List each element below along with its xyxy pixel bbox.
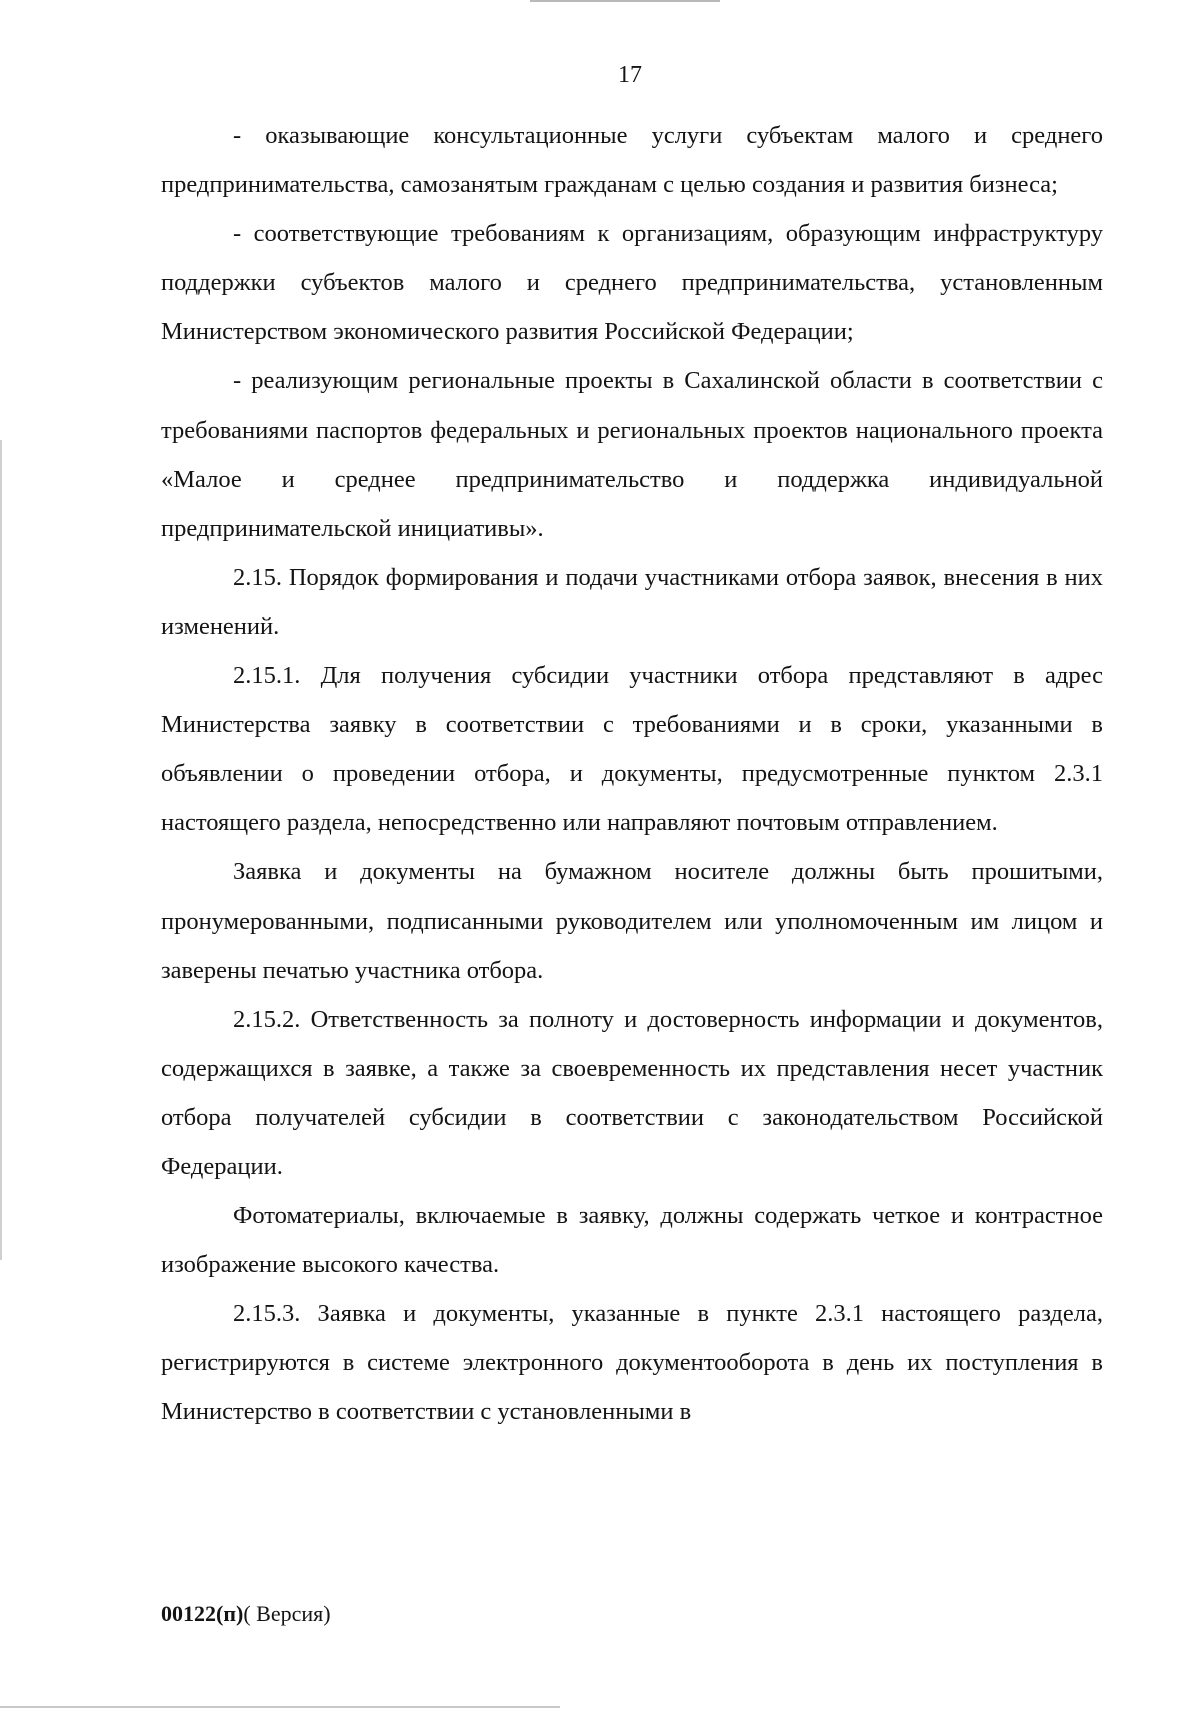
page-number: 17 [618, 62, 642, 88]
paragraph-section-2-15-2: 2.15.2. Ответственность за полноту и достоверность информации и документов, содержащихся в заявке, а также за своевременность их представления несет участник отбора получателей субсидии в соответствии с законодательством Российской Федерации. [161, 1005, 1103, 1180]
document-footer [161, 1600, 331, 1628]
paragraph-paper-documents: Заявка и документы на бумажном носителе должны быть прошитыми, пронумерованными, подписанными руководителем или уполномоченным им лицом и заверены печатью участника отбора. [161, 858, 1103, 984]
paragraph-regional-projects: - реализующим региональные проекты в Сахалинской области в соответствии с требованиями паспортов федеральных и региональных проектов национального проекта «Малое и среднее предпринимательство и поддержка индивидуальной предпринимательской инициативы». [161, 367, 1103, 542]
scan-edge-left [0, 440, 2, 1260]
scan-edge-bottom [0, 1706, 560, 1708]
paragraph-section-2-15-1: 2.15.1. Для получения субсидии участники отбора представляют в адрес Министерства заявку в соответствии с требованиями и в сроки, указанными в объявлении о проведении отбора, и документы, предусмотренные пунктом 2.3.1 настоящего раздела, непосредственно или направляют почтовым отправлением. [161, 662, 1103, 837]
paragraph-section-2-15-3: 2.15.3. Заявка и документы, указанные в пункте 2.3.1 настоящего раздела, регистрируются в системе электронного документооборота в день их поступления в Министерство в соответствии с установленными в [161, 1300, 1103, 1426]
paragraph-infrastructure-requirements: - соответствующие требованиям к организациям, образующим инфраструктуру поддержки субъектов малого и среднего предпринимательства, установленным Министерством экономического развития Российской Федерации; [161, 220, 1103, 346]
paragraph-consulting-services: - оказывающие консультационные услуги субъектам малого и среднего предпринимательства, самозанятым гражданам с целью создания и развития бизнеса; [161, 122, 1103, 199]
document-version: ( Версия) [243, 1601, 331, 1626]
paragraph-photo-materials: Фотоматериалы, включаемые в заявку, должны содержать четкое и контрастное изображение высокого качества. [161, 1202, 1103, 1279]
document-body [161, 111, 1103, 1437]
document-code: 00122(п) [161, 1601, 244, 1626]
scan-edge-top [530, 0, 720, 2]
paragraph-section-2-15: 2.15. Порядок формирования и подачи участниками отбора заявок, внесения в них изменений. [161, 563, 1103, 640]
